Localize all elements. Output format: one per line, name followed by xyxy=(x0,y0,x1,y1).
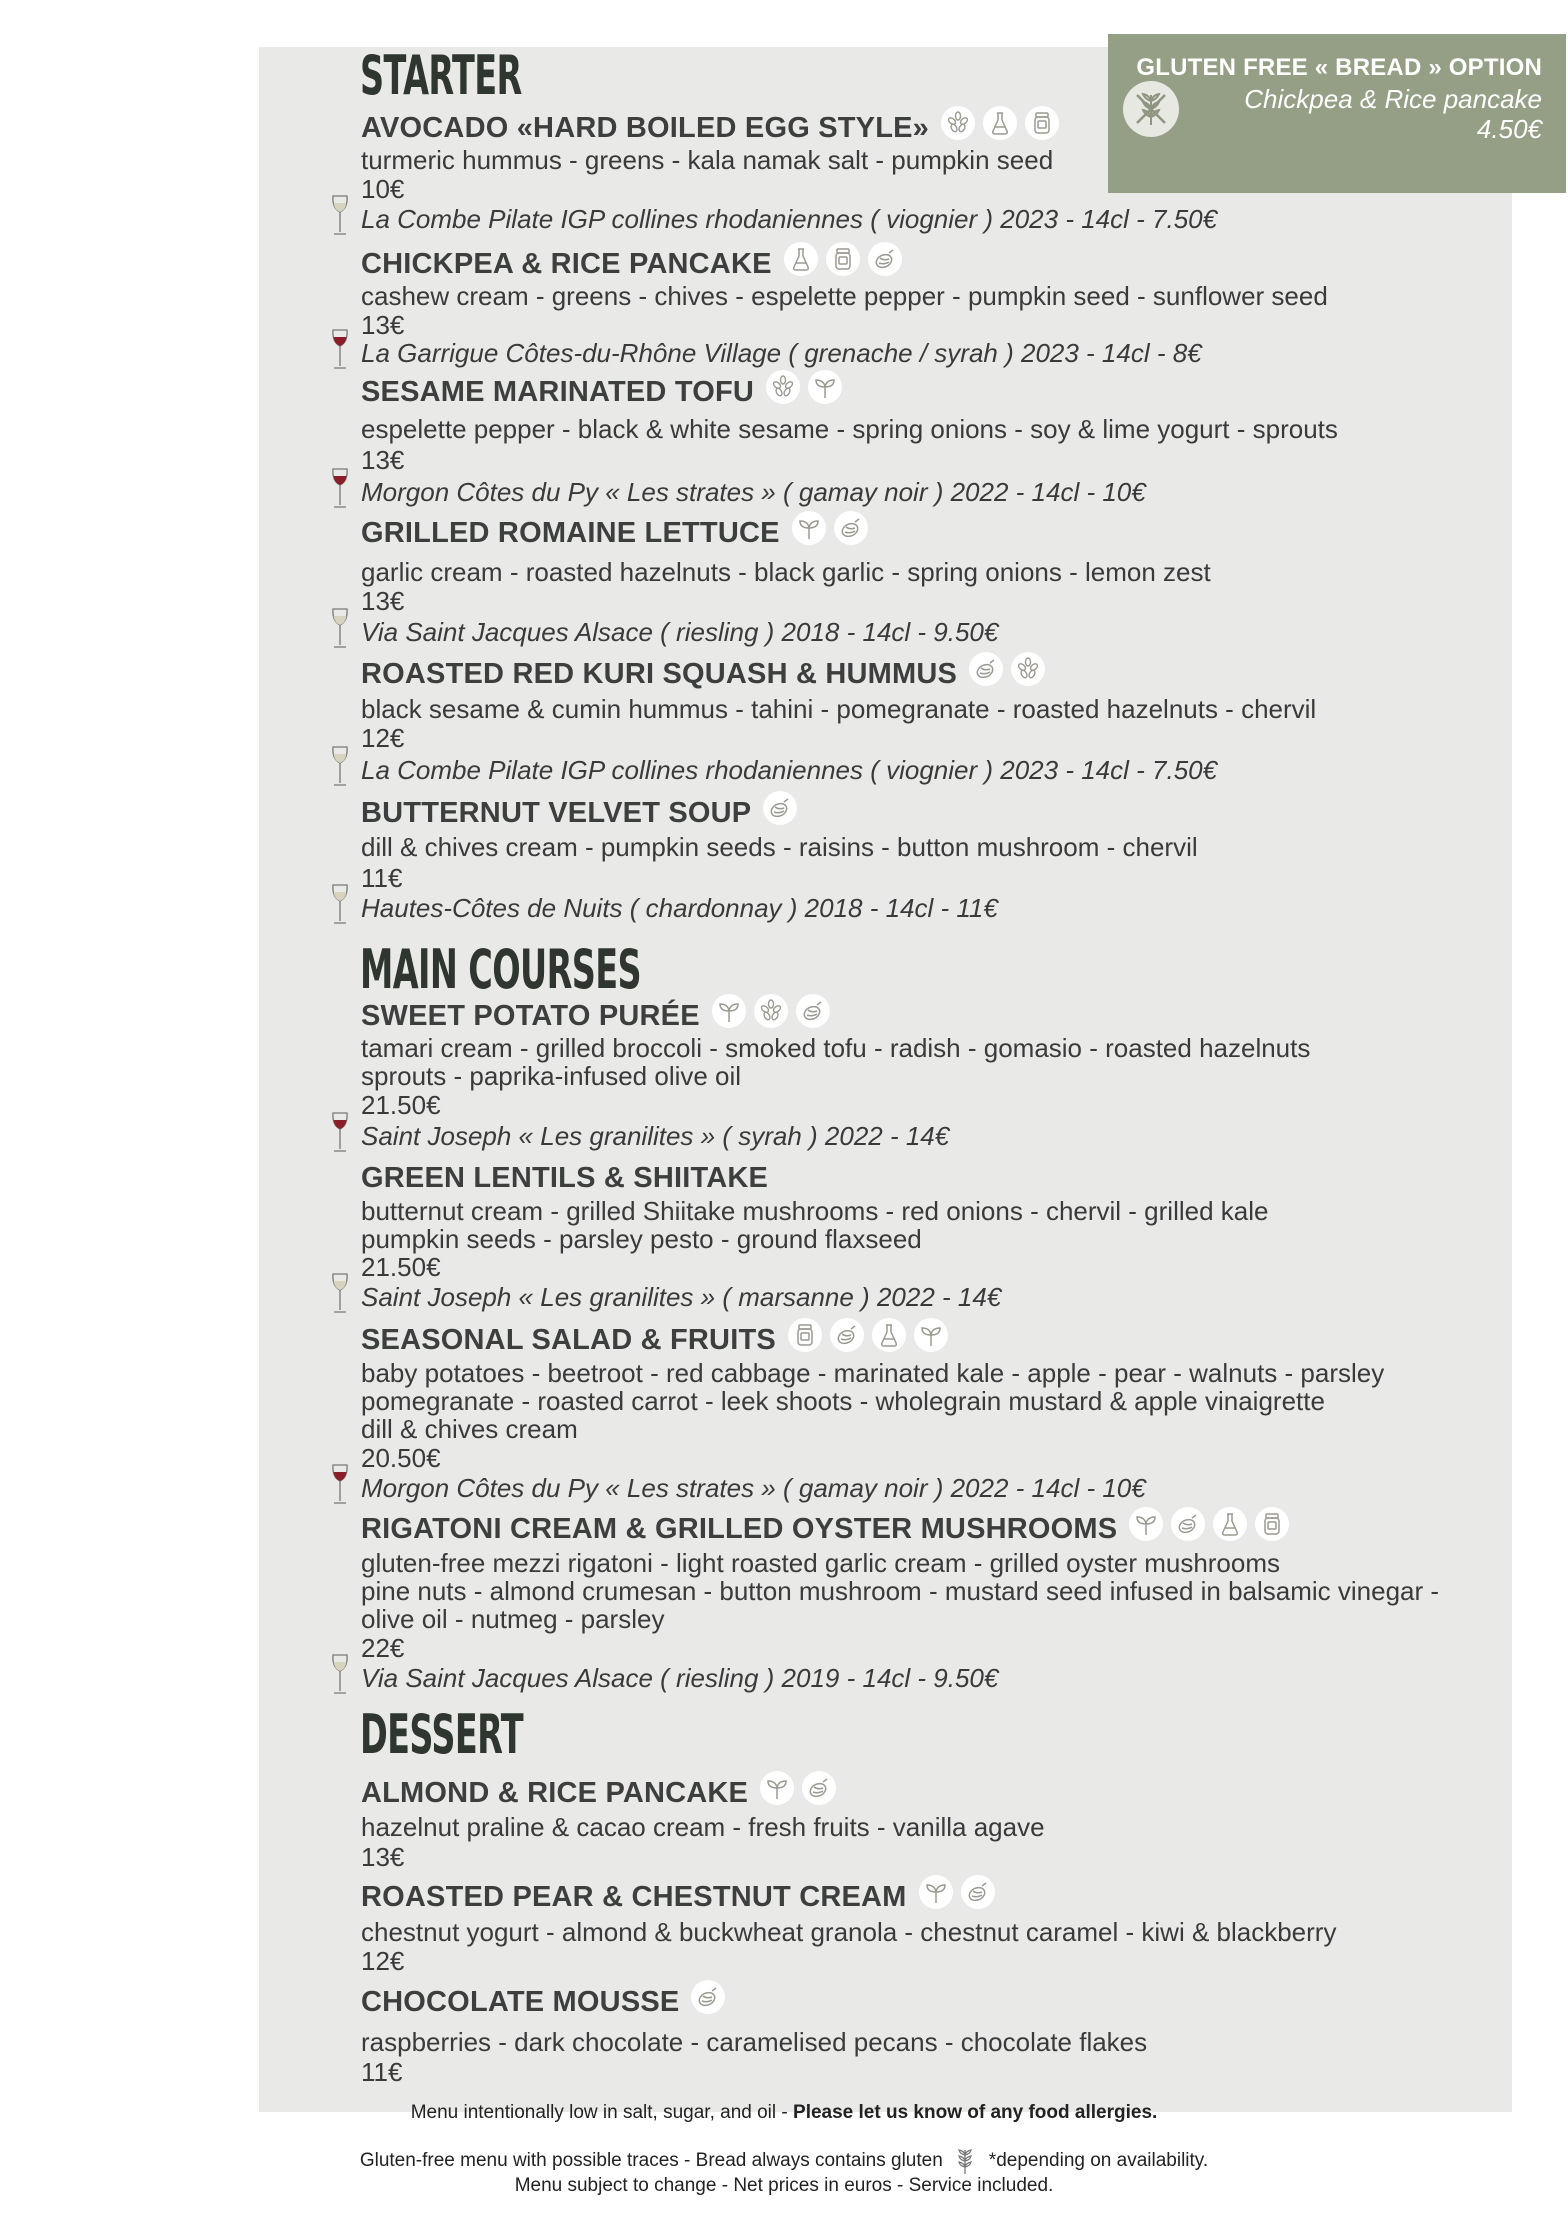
gluten-free-option-box xyxy=(1108,34,1566,193)
nut-icon xyxy=(969,652,1003,686)
sprout-icon xyxy=(919,1875,953,1909)
dish-name xyxy=(361,248,902,282)
dish-title: BUTTERNUT VELVET SOUP xyxy=(361,797,752,829)
white-wine-glass-icon xyxy=(329,745,351,789)
nut-icon xyxy=(834,511,868,545)
dish-description: cashew cream - greens - chives - espelette pepper - pumpkin seed - sunflower seed xyxy=(361,281,1328,311)
dish-name xyxy=(361,376,842,410)
red-wine-glass-icon xyxy=(329,467,351,511)
dish-price: 12€ xyxy=(361,723,405,753)
white-wine-glass-icon xyxy=(329,1272,351,1316)
dish-description: dill & chives cream - pumpkin seeds - raisins - button mushroom - chervil xyxy=(361,832,1198,862)
dish-description: hazelnut praline & cacao cream - fresh fruits - vanilla agave xyxy=(361,1812,1045,1842)
mustard-icon xyxy=(1213,1507,1247,1541)
dish-price: 22€ xyxy=(361,1633,405,1663)
dish-name xyxy=(361,112,1059,146)
dish-price: 10€ xyxy=(361,174,405,204)
dish-title: GREEN LENTILS & SHIITAKE xyxy=(361,1162,769,1194)
gluten-free-price: 4.50€ xyxy=(1476,114,1542,144)
dish-title: ALMOND & RICE PANCAKE xyxy=(361,1777,749,1809)
dish-description: raspberries - dark chocolate - caramelised pecans - chocolate flakes xyxy=(361,2027,1148,2057)
nut-icon xyxy=(830,1318,864,1352)
red-wine-glass-icon xyxy=(329,328,351,372)
white-wine-glass-icon xyxy=(329,1653,351,1697)
white-wine-glass-icon xyxy=(329,883,351,927)
dish-title: AVOCADO «HARD BOILED EGG STYLE» xyxy=(361,112,930,144)
allergen-icons xyxy=(704,1000,830,1034)
allergen-icons xyxy=(784,517,868,551)
dish-name xyxy=(361,1000,830,1034)
nut-icon xyxy=(796,994,830,1028)
dish-description: olive oil - nutmeg - parsley xyxy=(361,1604,665,1634)
dish-price: 20.50€ xyxy=(361,1443,441,1473)
jar-icon xyxy=(788,1318,822,1352)
dish-price: 13€ xyxy=(361,586,405,616)
allergen-icons xyxy=(933,112,1059,146)
jar-icon xyxy=(826,242,860,276)
dish-description: chestnut yogurt - almond & buckwheat granola - chestnut caramel - kiwi & blackberry xyxy=(361,1917,1337,1947)
dish-description: sprouts - paprika-infused olive oil xyxy=(361,1061,742,1091)
dish-description: espelette pepper - black & white sesame - spring onions - soy & lime yogurt - sprouts xyxy=(361,414,1338,444)
footer-allergy-warning: Please let us know of any food allergies. xyxy=(793,2102,1158,2123)
wine-pairing: Hautes-Côtes de Nuits ( chardonnay ) 2018 - 14cl - 11€ xyxy=(361,893,998,923)
mustard-icon xyxy=(872,1318,906,1352)
allergen-icons xyxy=(683,1986,725,2020)
wine-pairing: Morgon Côtes du Py « Les strates » ( gamay noir ) 2022 - 14cl - 10€ xyxy=(361,1473,1146,1503)
wine-pairing: La Combe Pilate IGP collines rhodaniennes ( viognier ) 2023 - 14cl - 7.50€ xyxy=(361,755,1218,785)
dish-description: butternut cream - grilled Shiitake mushrooms - red onions - chervil - grilled kale xyxy=(361,1196,1269,1226)
sesame-icon xyxy=(941,106,975,140)
dish-description: garlic cream - roasted hazelnuts - black garlic - spring onions - lemon zest xyxy=(361,557,1211,587)
red-wine-glass-icon xyxy=(329,1111,351,1155)
dish-name xyxy=(361,1162,772,1195)
dish-price: 12€ xyxy=(361,1946,405,1976)
nut-icon xyxy=(691,1980,725,2014)
allergen-icons xyxy=(780,1324,948,1358)
dish-title: ROASTED PEAR & CHESTNUT CREAM xyxy=(361,1881,907,1913)
sprout-icon xyxy=(808,370,842,404)
footer-gluten-note xyxy=(0,2146,1568,2176)
dish-name xyxy=(361,658,1045,692)
wine-pairing: Via Saint Jacques Alsace ( riesling ) 2019 - 14cl - 9.50€ xyxy=(361,1663,999,1693)
mustard-icon xyxy=(784,242,818,276)
section-title-main-courses: MAIN COURSES xyxy=(360,938,642,1001)
dish-description: pomegranate - roasted carrot - leek shoots - wholegrain mustard & apple vinaigrette xyxy=(361,1386,1325,1416)
sprout-icon xyxy=(792,511,826,545)
dish-title: SESAME MARINATED TOFU xyxy=(361,376,755,408)
white-wine-glass-icon xyxy=(329,607,351,651)
dish-name xyxy=(361,1986,725,2020)
white-wine-glass-icon xyxy=(329,194,351,238)
footer-note: Menu intentionally low in salt, sugar, and oil - xyxy=(410,2102,794,2123)
footer-gluten-text: Gluten-free menu with possible traces - Bread always contains gluten xyxy=(359,2150,943,2172)
gluten-free-title: GLUTEN FREE « BREAD » OPTION xyxy=(1136,54,1542,81)
dish-description: gluten-free mezzi rigatoni - light roasted garlic cream - grilled oyster mushrooms xyxy=(361,1548,1281,1578)
nut-icon xyxy=(763,791,797,825)
wine-pairing: Via Saint Jacques Alsace ( riesling ) 2018 - 14cl - 9.50€ xyxy=(361,617,999,647)
section-title-starter: STARTER xyxy=(360,44,522,107)
dish-price: 11€ xyxy=(361,2057,403,2087)
dish-price: 21.50€ xyxy=(361,1252,441,1282)
dish-title: RIGATONI CREAM & GRILLED OYSTER MUSHROOMS xyxy=(361,1513,1118,1545)
dish-name xyxy=(361,797,797,831)
sprout-icon xyxy=(914,1318,948,1352)
allergen-icons xyxy=(776,248,902,282)
sprout-icon xyxy=(1129,1507,1163,1541)
allergen-icons xyxy=(755,797,797,831)
dish-price: 11€ xyxy=(361,863,403,893)
nut-icon xyxy=(868,242,902,276)
nut-icon xyxy=(802,1771,836,1805)
footer-allergy-note xyxy=(0,2102,1568,2124)
section-title-dessert: DESSERT xyxy=(360,1703,524,1766)
allergen-icons xyxy=(911,1881,995,1915)
gluten-free-item: Chickpea & Rice pancake xyxy=(1244,84,1542,114)
dish-name xyxy=(361,1513,1289,1547)
allergen-icons xyxy=(1121,1513,1289,1547)
wine-pairing: Saint Joseph « Les granilites » ( marsanne ) 2022 - 14€ xyxy=(361,1282,1002,1312)
dish-title: ROASTED RED KURI SQUASH & HUMMUS xyxy=(361,658,958,690)
footer-terms: Menu subject to change - Net prices in euros - Service included. xyxy=(514,2175,1054,2196)
dish-description: baby potatoes - beetroot - red cabbage - marinated kale - apple - pear - walnuts - parsley xyxy=(361,1358,1385,1388)
footer-availability: *depending on availability. xyxy=(988,2150,1209,2172)
wine-pairing: Morgon Côtes du Py « Les strates » ( gamay noir ) 2022 - 14cl - 10€ xyxy=(361,477,1146,507)
nut-icon xyxy=(961,1875,995,1909)
no-wheat-icon xyxy=(1123,81,1179,137)
dish-description: turmeric hummus - greens - kala namak salt - pumpkin seed xyxy=(361,145,1054,175)
dish-price: 13€ xyxy=(361,310,405,340)
dish-title: CHICKPEA & RICE PANCAKE xyxy=(361,248,772,280)
dish-price: 13€ xyxy=(361,445,405,475)
dish-description: pine nuts - almond crumesan - button mushroom - mustard seed infused in balsamic vinegar - xyxy=(361,1576,1440,1606)
dish-description: dill & chives cream xyxy=(361,1414,578,1444)
dish-title: GRILLED ROMAINE LETTUCE xyxy=(361,517,780,549)
dish-description: pumpkin seeds - parsley pesto - ground flaxseed xyxy=(361,1224,922,1254)
wine-pairing: La Combe Pilate IGP collines rhodaniennes ( viognier ) 2023 - 14cl - 7.50€ xyxy=(361,204,1218,234)
dish-price: 13€ xyxy=(361,1842,405,1872)
dish-title: CHOCOLATE MOUSSE xyxy=(361,1986,680,2018)
allergen-icons xyxy=(752,1777,836,1811)
wine-pairing: Saint Joseph « Les granilites » ( syrah ) 2022 - 14€ xyxy=(361,1121,950,1151)
sesame-icon xyxy=(1011,652,1045,686)
dish-name xyxy=(361,1777,836,1811)
allergen-icons xyxy=(961,658,1045,692)
dish-description: tamari cream - grilled broccoli - smoked tofu - radish - gomasio - roasted hazelnuts xyxy=(361,1033,1311,1063)
dish-name xyxy=(361,517,868,551)
jar-icon xyxy=(1255,1507,1289,1541)
sprout-icon xyxy=(760,1771,794,1805)
dish-name xyxy=(361,1881,995,1915)
dish-description: black sesame & cumin hummus - tahini - pomegranate - roasted hazelnuts - chervil xyxy=(361,694,1317,724)
sesame-icon xyxy=(754,994,788,1028)
sesame-icon xyxy=(766,370,800,404)
allergen-icons xyxy=(758,376,842,410)
jar-icon xyxy=(1025,106,1059,140)
mustard-icon xyxy=(983,106,1017,140)
red-wine-glass-icon xyxy=(329,1463,351,1507)
sprout-icon xyxy=(712,994,746,1028)
dish-price: 21.50€ xyxy=(361,1090,441,1120)
dish-title: SWEET POTATO PURÉE xyxy=(361,1000,700,1032)
nut-icon xyxy=(1171,1507,1205,1541)
wine-pairing: La Garrigue Côtes-du-Rhône Village ( grenache / syrah ) 2023 - 14cl - 8€ xyxy=(361,338,1202,368)
dish-title: SEASONAL SALAD & FRUITS xyxy=(361,1324,776,1356)
dish-name xyxy=(361,1324,948,1358)
wheat-icon xyxy=(955,2146,975,2176)
